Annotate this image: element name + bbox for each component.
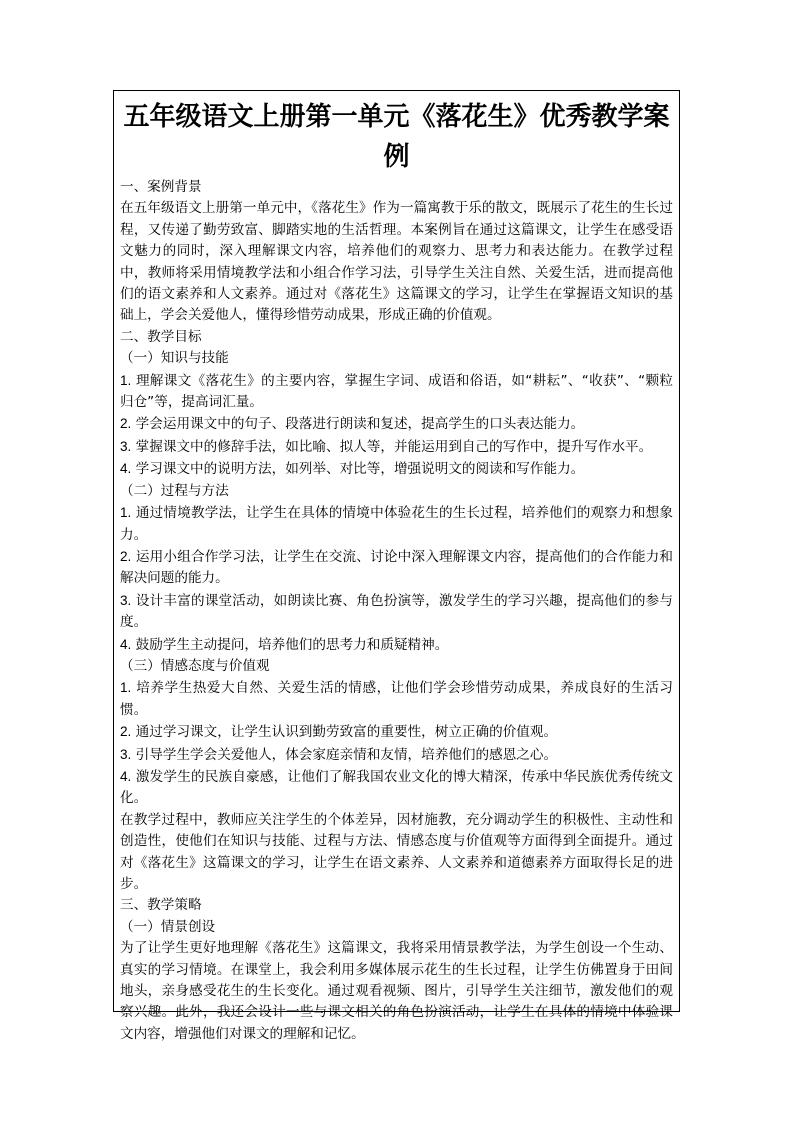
item-text: 运用小组合作学习法，让学生在交流、讨论中深入理解课文内容，提高他们的合作能力和解决问题的能力。 <box>120 548 674 587</box>
objective-item <box>120 766 673 810</box>
content-frame <box>113 90 680 1042</box>
objective-item <box>120 634 673 656</box>
objective-item <box>120 721 673 743</box>
objective-item <box>120 370 673 414</box>
item-text: 通过情境教学法，让学生在具体的情境中体验花生的生长过程，培养他们的观察力和想象力。 <box>120 505 674 543</box>
item-number: 4. <box>120 461 132 477</box>
item-text: 理解课文《落花生》的主要内容，掌握生字词、成语和俗语，如“耕耘”、“收获”、“颗粒归仓”等，提高词汇量。 <box>120 372 673 411</box>
item-number: 2. <box>120 416 132 432</box>
item-number: 3. <box>120 592 132 608</box>
item-number: 2. <box>120 724 132 740</box>
item-number: 1. <box>120 505 132 521</box>
objective-item <box>120 413 673 435</box>
subheading-attitudes-values: （三）情感态度与价值观 <box>120 657 270 674</box>
subheading-process-methods: （二）过程与方法 <box>120 482 229 499</box>
section-heading-background: 一、案例背景 <box>120 179 202 195</box>
item-number: 1. <box>120 372 132 388</box>
subheading-knowledge-skills: （一）知识与技能 <box>120 350 229 367</box>
item-text: 鼓励学生主动提问，培养他们的思考力和质疑精神。 <box>135 636 449 653</box>
item-number: 1. <box>120 680 132 696</box>
objective-item <box>120 436 673 458</box>
objectives-summary-paragraph: 在教学过程中，教师应关注学生的个体差异，因材施教，充分调动学生的积极性、主动性和创造性，使他们在知识与技能、过程与方法、情感态度与价值观等方面得到全面提升。通过对《落花生》这篇课文的学习，让学生在语文素养、人文素养和道德素养方面取得长足的进步。 <box>120 811 673 892</box>
item-text: 引导学生学会关爱他人，体会家庭亲情和友情，培养他们的感恩之心。 <box>135 746 558 763</box>
item-text: 设计丰富的课堂活动，如朗读比赛、角色扮演等，激发学生的学习兴趣，提高他们的参与度。 <box>120 592 674 631</box>
subheading-scenario-creation: （一）情景创设 <box>120 918 216 935</box>
item-text: 掌握课文中的修辞手法，如比喻、拟人等，并能运用到自己的写作中，提升写作水平。 <box>135 438 653 455</box>
scenario-paragraph: 为了让学生更好地理解《落花生》这篇课文，我将采用情景教学法，为学生创设一个生动、真实的学习情境。在课堂上，我会利用多媒体展示花生的生长过程，让学生仿佛置身于田间地头，亲身感受花生的生长变化。通过观看视频、图片，引导学生关注细节，激发他们的观察兴趣。此外，我还会设计一些与课文相关的角色扮演活动，让学生在具体的情境中体验课文内容，增强他们对课文的理解和记忆。 <box>120 940 673 1042</box>
background-paragraph: 在五年级语文上册第一单元中，《落花生》作为一篇寓教于乐的散文，既展示了花生的生长过程，又传递了勤劳致富、脚踏实地的生活哲理。本案例旨在通过这篇课文，让学生在感受语文魅力的同时，深入理解课文内容，培养他们的观察力、思考力和表达能力。在教学过程中，教师将采用情境教学法和小组合作学习法，引导学生关注自然、关爱生活，进而提高他们的语文素养和人文素养。通过对《落花生》这篇课文的学习，让学生在掌握语文知识的基础上，学会关爱他人，懂得珍惜劳动成果，形成正确的价值观。 <box>120 200 673 324</box>
item-text: 通过学习课文，让学生认识到勤劳致富的重要性，树立正确的价值观。 <box>135 724 558 741</box>
section-heading-strategies: 三、教学策略 <box>120 897 202 914</box>
objective-item <box>120 744 673 766</box>
item-text: 培养学生热爱大自然、关爱生活的情感，让他们学会珍惜劳动成果，养成良好的生活习惯。 <box>120 680 673 718</box>
item-number: 3. <box>120 746 132 762</box>
item-text: 学习课文中的说明方法，如列举、对比等，增强说明文的阅读和写作能力。 <box>135 461 585 478</box>
objective-item <box>120 458 673 480</box>
item-number: 4. <box>120 636 132 652</box>
document-title: 五年级语文上册第一单元《落花生》优秀教学案例 <box>123 102 670 172</box>
item-text: 激发学生的民族自豪感，让他们了解我国农业文化的博大精深，传承中华民族优秀传统文化。 <box>120 768 674 807</box>
item-text: 学会运用课文中的句子、段落进行朗读和复述，提高学生的口头表达能力。 <box>135 416 585 433</box>
objective-item <box>120 502 673 546</box>
objective-item <box>120 590 673 634</box>
objective-item <box>120 677 673 721</box>
item-number: 4. <box>120 768 132 784</box>
section-heading-objectives: 二、教学目标 <box>120 328 202 345</box>
objective-item <box>120 546 673 590</box>
item-number: 3. <box>120 438 132 454</box>
item-number: 2. <box>120 548 132 564</box>
